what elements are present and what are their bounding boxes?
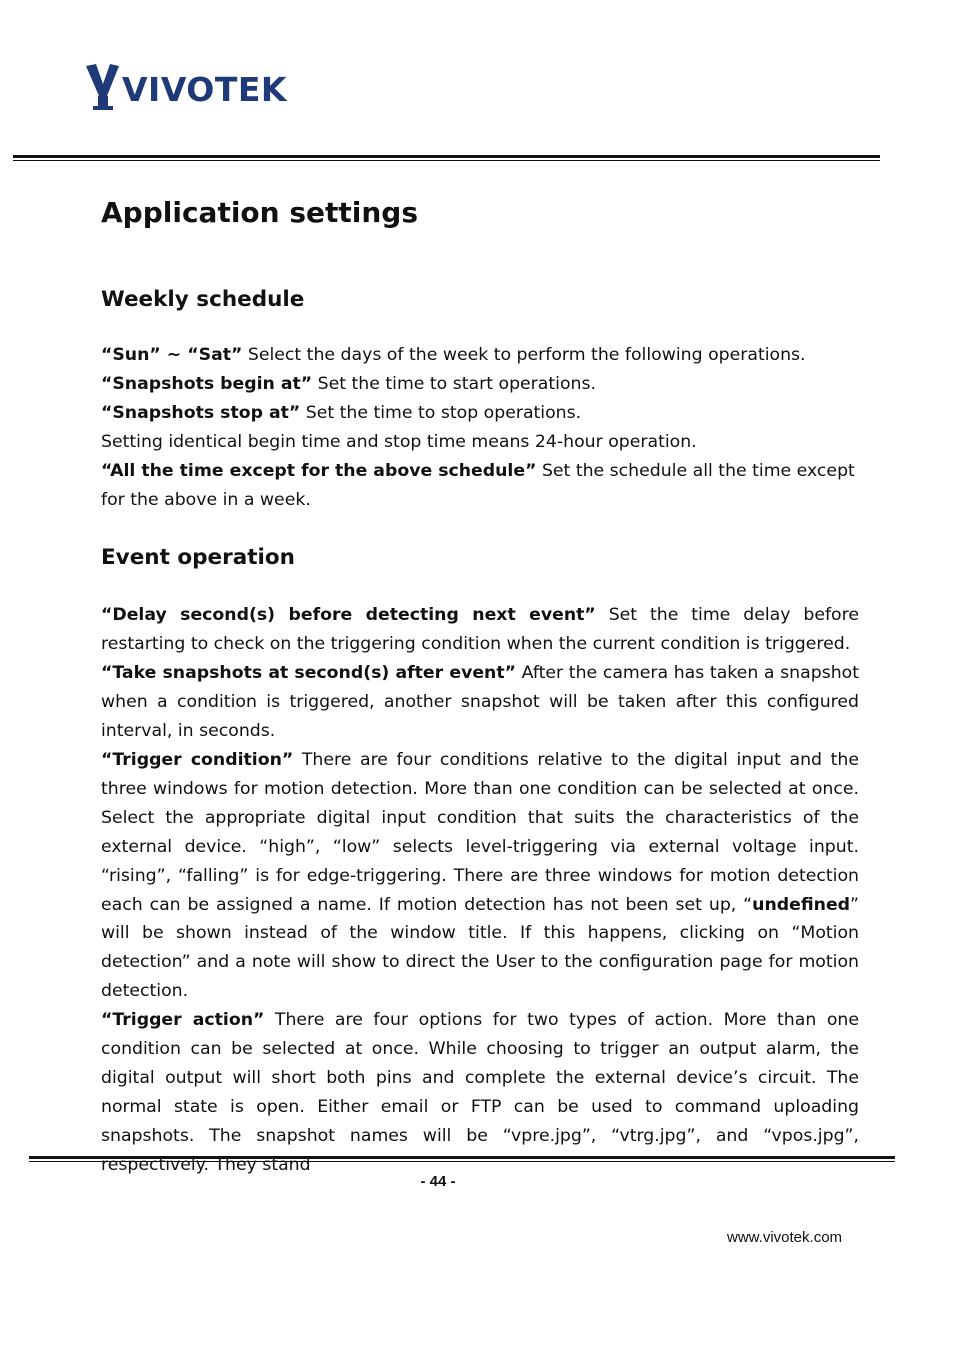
website-link[interactable]: www.vivotek.com bbox=[727, 1229, 843, 1246]
header-rule-thin bbox=[13, 160, 880, 161]
trigger-action-paragraph: “Trigger action” There are four options for two types of action. More than one condition can be selected at once. While choosing to trigger an output alarm, the digital output will short both pins and complete the external device’s circuit. The normal state is open. Either email or FTP can be used to command uploading snapshots. The snapshot names will be “vpre.jpg”, “vtrg.jpg”, and “vpos.jpg”, respectively. They stand bbox=[101, 1010, 859, 1176]
vivotek-logo bbox=[86, 62, 296, 114]
weekly-schedule-section bbox=[101, 341, 859, 515]
weekly-line: “Sun” ~ “Sat” Select the days of the week to perform the following operations. bbox=[101, 345, 806, 365]
weekly-line: “Snapshots begin at” Set the time to start operations. bbox=[101, 373, 596, 394]
snapshot-paragraph: “Take snapshots at second(s) after event” After the camera has taken a snapshot when a condition is triggered, another snapshot will be taken after this configured interval, in seconds. bbox=[101, 662, 859, 741]
weekly-line: “Snapshots stop at” Set the time to stop operations. bbox=[101, 402, 582, 423]
logo-wordmark: VIVOTEK bbox=[122, 70, 287, 109]
weekly-line: Setting identical begin time and stop time means 24-hour operation. bbox=[101, 431, 697, 452]
footer-rule bbox=[29, 1156, 895, 1159]
page-title: Application settings bbox=[101, 196, 419, 229]
page-number: - 44 - bbox=[420, 1173, 456, 1190]
vivotek-mark-icon bbox=[86, 62, 122, 114]
header-rule bbox=[13, 155, 880, 158]
weekly-schedule-heading: Weekly schedule bbox=[101, 287, 305, 312]
footer-rule-thin bbox=[29, 1161, 895, 1162]
event-operation-heading: Event operation bbox=[101, 545, 295, 570]
event-operation-section bbox=[101, 601, 859, 1180]
delay-paragraph: “Delay second(s) before detecting next event” Set the time delay before restarting to check on the triggering condition when the current condition is triggered. bbox=[101, 605, 859, 654]
weekly-line: “All the time except for the above schedule” Set the schedule all the time except for the above in a week. bbox=[101, 460, 855, 510]
trigger-condition-paragraph: “Trigger condition” There are four conditions relative to the digital input and the three windows for motion detection. More than one condition can be selected at once. Select the appropriate digital input condition that suits the characteristics of the external device. “high”, “low” selects level-triggering via external voltage input. “rising”, “falling” is for edge-triggering. There are three windows for motion detection each can be assigned a name. If motion detection has not been set up, “undefined” will be shown instead of the window title. If this happens, clicking on “Motion detection” and a note will show to direct the User to the configuration page for motion detection. bbox=[101, 749, 859, 1002]
